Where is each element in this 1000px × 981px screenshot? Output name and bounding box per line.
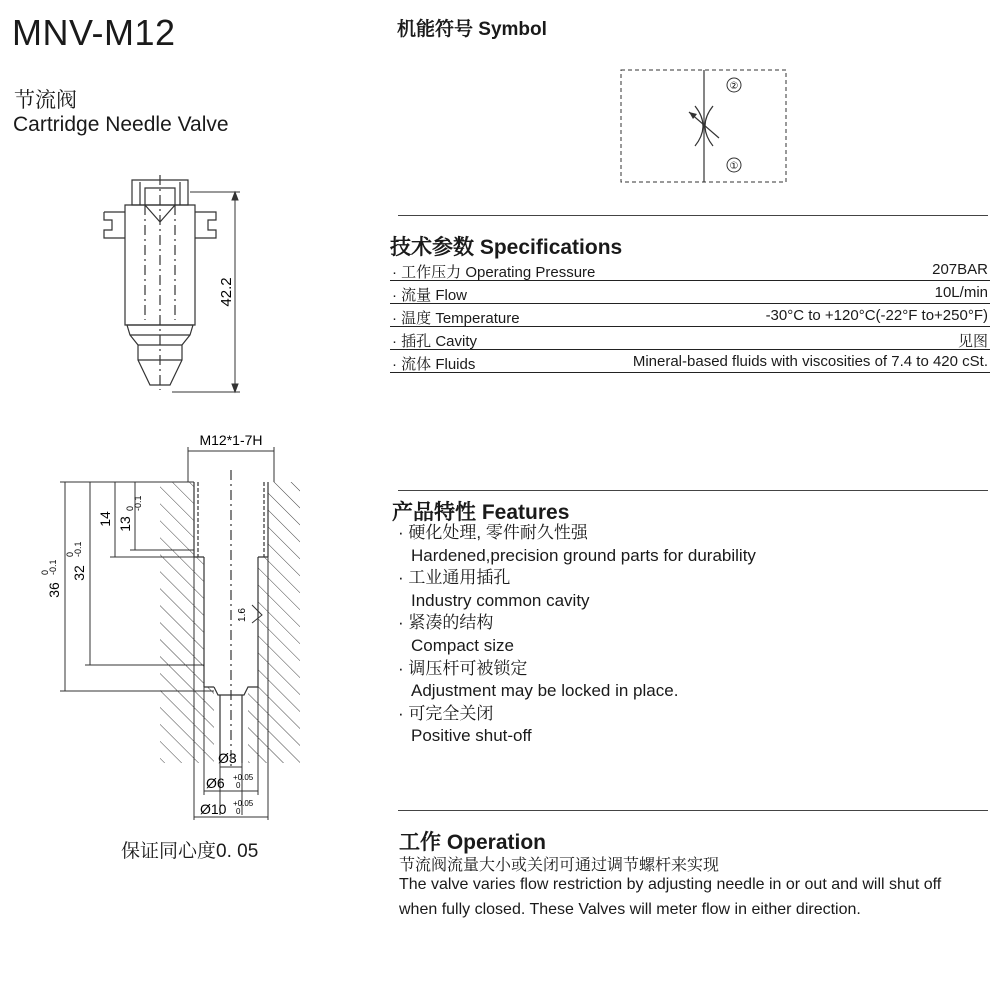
valve-outline-drawing (90, 170, 250, 400)
dia3-label: Ø3 (218, 750, 237, 766)
dim-36: 36 (46, 582, 62, 598)
feature-en: Hardened,precision ground parts for durability (411, 545, 756, 565)
features-list (398, 522, 756, 748)
feature-cn: · 调压杆可被锁定 (398, 658, 528, 678)
spec-value: -30°C to +120°C(-22°F to+250°F) (765, 307, 988, 324)
port-1-label: ① (729, 161, 739, 172)
concentricity-note: 保证同心度0. 05 (121, 841, 259, 862)
feature-cn: · 紧凑的结构 (398, 613, 494, 633)
dia10-tol-zero: 0 (236, 807, 241, 816)
dim-13: 13 (117, 516, 133, 532)
spec-label: · 工作压力 Operating Pressure (392, 264, 596, 281)
spec-label: · 插孔 Cavity (392, 333, 478, 350)
model-title: MNV-M12 (12, 12, 176, 53)
hydraulic-symbol (615, 64, 795, 189)
specifications-table (390, 258, 990, 373)
spec-label: · 流量 Flow (392, 287, 468, 304)
dim-32: 32 (71, 565, 87, 581)
operation-text-en-2: when fully closed. These Valves will meter flow in either direction. (399, 901, 861, 918)
spec-value: 207BAR (932, 261, 988, 278)
spec-row (390, 258, 990, 281)
product-name-cn: 节流阀 (14, 89, 77, 112)
feature-cn: · 工业通用插孔 (398, 568, 511, 588)
spec-label: · 流体 Fluids (392, 356, 476, 373)
spec-label: · 温度 Temperature (392, 310, 520, 327)
features-divider (398, 490, 988, 491)
symbol-heading: 机能符号 Symbol (397, 19, 547, 40)
spec-value: 见图 (957, 333, 988, 350)
feature-en: Positive shut-off (411, 726, 532, 746)
tol-36-bottom: -0.1 (48, 559, 58, 575)
spec-value: 10L/min (934, 284, 988, 301)
spec-row (390, 281, 990, 304)
feature-cn: · 硬化处理, 零件耐久性强 (398, 523, 588, 542)
feature-en: Compact size (411, 635, 514, 655)
spec-divider (398, 215, 988, 216)
length-dimension: 42.2 (218, 277, 235, 307)
dim-14: 14 (97, 511, 113, 527)
spec-row (390, 304, 990, 327)
dia6-label: Ø6 (206, 775, 225, 791)
spec-value: Mineral-based fluids with viscosities of 7.4 to 420 cSt. (632, 353, 988, 370)
cavity-drawing (30, 425, 320, 830)
specifications-heading: 技术参数 Specifications (390, 236, 623, 259)
product-name-en: Cartridge Needle Valve (13, 113, 229, 136)
operation-text-cn: 节流阀流量大小或关闭可通过调节螺杆来实现 (399, 857, 720, 874)
port-2-label: ② (729, 81, 739, 92)
tol-32-bottom: -0.1 (73, 541, 83, 557)
thread-label: M12*1-7H (199, 432, 263, 448)
dia10-label: Ø10 (200, 801, 227, 817)
dia6-tol-zero: 0 (236, 781, 241, 790)
tol-13-bottom: -0.1 (133, 495, 143, 511)
operation-heading: 工作 Operation (399, 831, 547, 854)
feature-cn: · 可完全关闭 (398, 703, 494, 723)
tol-32-top: 0 (65, 551, 75, 557)
dia6-tol-plus: +0.05 (233, 773, 254, 782)
operation-text-en-1: The valve varies flow restriction by adjusting needle in or out and will shut off (399, 876, 942, 893)
feature-en: Adjustment may be locked in place. (411, 681, 679, 701)
tol-13-top: 0 (125, 505, 135, 511)
dia10-tol-plus: +0.05 (233, 799, 254, 808)
operation-divider (398, 810, 988, 811)
feature-en: Industry common cavity (411, 590, 590, 610)
tol-36-top: 0 (40, 569, 50, 575)
spec-row (390, 350, 990, 373)
roughness-label: 1.6 (237, 608, 248, 622)
features-heading: 产品特性 Features (392, 501, 570, 524)
spec-row (390, 327, 990, 350)
